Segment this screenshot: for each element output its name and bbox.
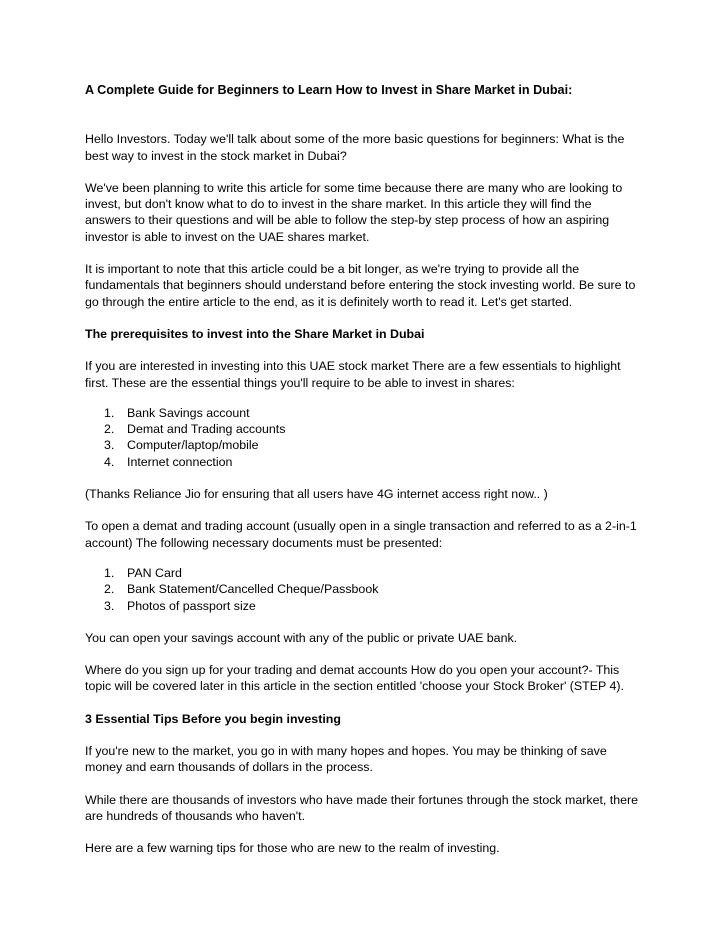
- demat-paragraph: To open a demat and trading account (usually open in a single transaction and referred to as a 2-in-1 account) The following necessary documents must be presented:: [85, 519, 637, 550]
- list-item-text: Bank Statement/Cancelled Cheque/Passbook: [127, 582, 379, 597]
- thanks-paragraph: (Thanks Reliance Jio for ensuring that all users have 4G internet access right now.. ): [85, 487, 548, 502]
- tips-heading: 3 Essential Tips Before you begin investing: [85, 711, 341, 726]
- list-item: [85, 598, 640, 614]
- documents-list: [85, 565, 640, 614]
- planning-paragraph: We've been planning to write this article for some time because there are many who are looking to invest, but don't know what to do to invest in the share market. In this article they will find the answers to their questions and will be able to follow the step-by step process of how an aspiring investor is able to invest on the UAE shares market.: [85, 180, 623, 244]
- new-market-paragraph: If you're new to the market, you go in with many hopes and hopes. You may be thinking of save money and earn thousands of dollars in the process.: [85, 744, 607, 775]
- list-number: 2.: [104, 582, 115, 597]
- list-item-text: Demat and Trading accounts: [127, 422, 286, 437]
- savings-paragraph: You can open your savings account with any of the public or private UAE bank.: [85, 630, 518, 645]
- prerequisites-heading: The prerequisites to invest into the Share Market in Dubai: [85, 326, 425, 341]
- list-number: 4.: [104, 454, 115, 469]
- list-item-text: PAN Card: [127, 565, 182, 580]
- list-item: [85, 581, 640, 597]
- important-paragraph: It is important to note that this article could be a bit longer, as we're trying to provide all the fundamentals that beginners should understand before entering the stock investing world. Be sure to go through the entire article to the end, as it is definitely worth to read it. Let's get started.: [85, 262, 636, 309]
- list-item-text: Bank Savings account: [127, 405, 250, 420]
- list-item-text: Computer/laptop/mobile: [127, 438, 259, 453]
- list-item: [85, 565, 640, 581]
- fortunes-paragraph: While there are thousands of investors who have made their fortunes through the stock market, there are hundreds of thousands who haven't.: [85, 792, 639, 823]
- list-item-text: Internet connection: [127, 454, 233, 469]
- list-number: 2.: [104, 422, 115, 437]
- document-page: [85, 82, 640, 857]
- essentials-list: [85, 405, 640, 470]
- list-item: [85, 405, 640, 421]
- warning-paragraph: Here are a few warning tips for those who are new to the realm of investing.: [85, 841, 500, 856]
- document-title: A Complete Guide for Beginners to Learn How to Invest in Share Market in Dubai:: [85, 83, 573, 97]
- list-item: [85, 437, 640, 453]
- list-item: [85, 421, 640, 437]
- signup-paragraph: Where do you sign up for your trading and demat accounts How do you open your account?- This topic will be covered later in this article in the section entitled 'choose your Stock Broker' (STEP 4).: [85, 663, 624, 694]
- list-number: 3.: [104, 598, 115, 613]
- list-number: 1.: [104, 565, 115, 580]
- prerequisites-intro: If you are interested in investing into this UAE stock market There are a few essentials to highlight first. These are the essential things you'll require to be able to invest in shares:: [85, 359, 621, 390]
- intro-paragraph: Hello Investors. Today we'll talk about some of the more basic questions for beginners: What is the best way to invest in the stock market in Dubai?: [85, 132, 625, 163]
- list-item: [85, 454, 640, 470]
- list-number: 3.: [104, 438, 115, 453]
- list-number: 1.: [104, 405, 115, 420]
- list-item-text: Photos of passport size: [127, 598, 256, 613]
